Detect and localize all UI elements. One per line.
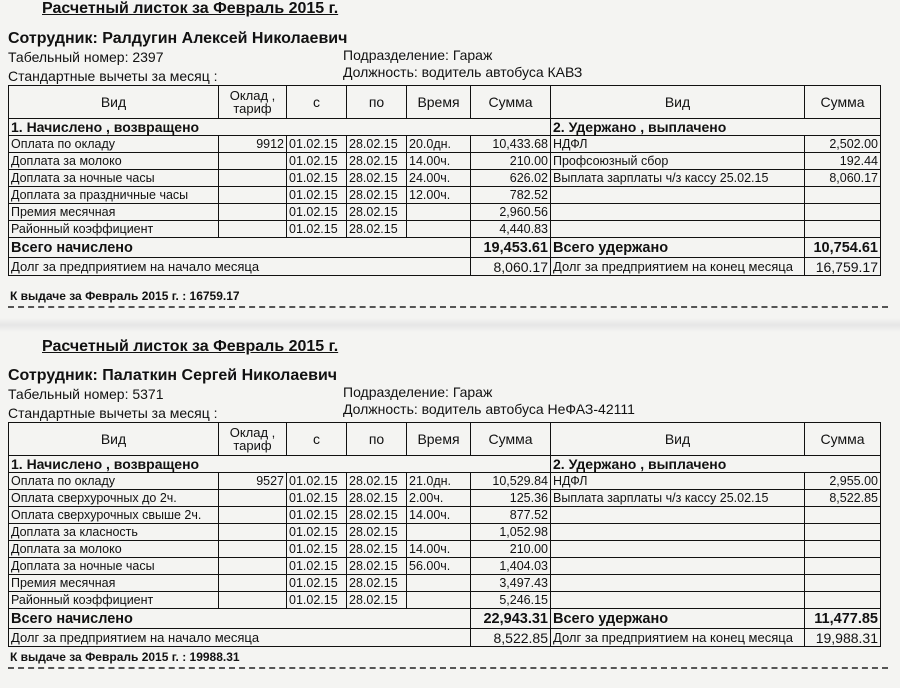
tab-number-label: Табельный номер:	[8, 49, 129, 65]
row-time: 2.00ч.	[407, 490, 471, 507]
standard-deductions-label: Стандартные вычеты за месяц :	[8, 405, 218, 421]
row-date-from: 01.02.15	[287, 490, 347, 507]
row-time: 14.00ч.	[407, 153, 471, 170]
section-deducted: 2. Удержано , выплачено	[551, 119, 881, 136]
department-value: Гараж	[452, 47, 493, 63]
col-header-oklad-line1: Оклад ,	[229, 425, 276, 440]
section-accrued: 1. Начислено , возвращено	[9, 119, 551, 136]
row-vid-right	[551, 575, 805, 592]
row-date-from: 01.02.15	[287, 592, 347, 609]
row-vid-right	[551, 221, 805, 238]
department-value: Гараж	[452, 384, 493, 400]
row-summa: 210.00	[471, 153, 551, 170]
row-summa-right: 8,060.17	[805, 170, 881, 187]
row-oklad	[219, 558, 287, 575]
position-line	[343, 64, 582, 80]
section-accrued: 1. Начислено , возвращено	[9, 456, 551, 473]
table-header-row	[9, 423, 881, 456]
row-summa: 3,497.43	[471, 575, 551, 592]
row-date-from: 01.02.15	[287, 558, 347, 575]
row-summa-right	[805, 204, 881, 221]
col-header-oklad-line1: Оклад ,	[229, 88, 276, 103]
total-deducted-value: 10,754.61	[805, 238, 881, 258]
department-line	[343, 384, 492, 400]
payslip-title-text: Расчетный листок за Февраль 2015 г.	[42, 338, 339, 355]
total-accrued-value: 19,453.61	[471, 238, 551, 258]
col-header-summa: Сумма	[471, 86, 551, 119]
row-date-from: 01.02.15	[287, 136, 347, 153]
table-header-row	[9, 86, 881, 119]
row-summa-right	[805, 221, 881, 238]
total-deducted-label: Всего удержано	[551, 609, 805, 629]
table-row	[9, 153, 881, 170]
row-date-from: 01.02.15	[287, 541, 347, 558]
row-vid: Оплата по окладу	[9, 136, 219, 153]
employee-name: Сотрудник: Ралдугин Алексей Николаевич	[8, 30, 348, 47]
col-header-vid-right: Вид	[551, 86, 805, 119]
col-header-summa-right: Сумма	[805, 423, 881, 456]
row-summa: 1,052.98	[471, 524, 551, 541]
row-vid: Доплата за молоко	[9, 541, 219, 558]
row-time: 12.00ч.	[407, 187, 471, 204]
row-summa: 626.02	[471, 170, 551, 187]
row-summa: 210.00	[471, 541, 551, 558]
row-vid: Доплата за праздничные часы	[9, 187, 219, 204]
row-time	[407, 221, 471, 238]
row-vid: Оплата сверхурочных свыше 2ч.	[9, 507, 219, 524]
row-vid-right	[551, 187, 805, 204]
tab-number-value: 2397	[132, 49, 164, 65]
row-time	[407, 204, 471, 221]
row-date-from: 01.02.15	[287, 204, 347, 221]
row-vid-right: НДФЛ	[551, 473, 805, 490]
row-date-to: 28.02.15	[347, 541, 407, 558]
row-time: 14.00ч.	[407, 507, 471, 524]
row-summa-right	[805, 524, 881, 541]
row-vid-right	[551, 541, 805, 558]
total-accrued-label: Всего начислено	[9, 609, 471, 629]
row-oklad	[219, 187, 287, 204]
section-row	[9, 119, 881, 136]
total-accrued-value: 22,943.31	[471, 609, 551, 629]
tab-number-line	[8, 386, 164, 402]
debt-end-label: Долг за предприятием на конец месяца	[551, 629, 805, 647]
row-date-from: 01.02.15	[287, 170, 347, 187]
cut-line	[8, 306, 888, 308]
col-header-vremya: Время	[407, 86, 471, 119]
position-label: Должность:	[343, 64, 418, 80]
row-vid-right: Выплата зарплаты ч/з кассу 25.02.15	[551, 490, 805, 507]
table-row	[9, 541, 881, 558]
row-summa-right	[805, 187, 881, 204]
position-value: водитель автобуса КАВЗ	[421, 64, 583, 80]
employee-name: Сотрудник: Палаткин Сергей Николаевич	[8, 367, 338, 384]
row-summa-right	[805, 507, 881, 524]
row-vid-right	[551, 558, 805, 575]
debt-end-value: 16,759.17	[805, 258, 881, 276]
row-date-from: 01.02.15	[287, 153, 347, 170]
row-oklad	[219, 170, 287, 187]
row-vid: Районный коэффициент	[9, 221, 219, 238]
row-date-from: 01.02.15	[287, 187, 347, 204]
row-vid-right: НДФЛ	[551, 136, 805, 153]
row-date-from: 01.02.15	[287, 575, 347, 592]
debt-row	[9, 629, 881, 647]
debt-end-label: Долг за предприятием на конец месяца	[551, 258, 805, 276]
table-row	[9, 204, 881, 221]
row-date-to: 28.02.15	[347, 170, 407, 187]
row-oklad	[219, 541, 287, 558]
table-row	[9, 187, 881, 204]
col-header-vid: Вид	[9, 86, 219, 119]
col-header-vremya: Время	[407, 423, 471, 456]
row-vid-right	[551, 507, 805, 524]
col-header-oklad	[219, 423, 287, 456]
row-oklad	[219, 507, 287, 524]
row-time: 56.00ч.	[407, 558, 471, 575]
row-summa: 4,440.83	[471, 221, 551, 238]
row-summa-right	[805, 592, 881, 609]
row-date-to: 28.02.15	[347, 221, 407, 238]
row-vid: Оплата сверхурочных до 2ч.	[9, 490, 219, 507]
row-oklad	[219, 221, 287, 238]
col-header-oklad-line2: тариф	[233, 438, 272, 453]
row-date-to: 28.02.15	[347, 187, 407, 204]
col-header-po: по	[347, 86, 407, 119]
row-date-to: 28.02.15	[347, 575, 407, 592]
row-vid-right	[551, 592, 805, 609]
row-oklad: 9912	[219, 136, 287, 153]
row-oklad	[219, 204, 287, 221]
row-vid: Премия месячная	[9, 204, 219, 221]
row-summa: 125.36	[471, 490, 551, 507]
debt-row	[9, 258, 881, 276]
row-oklad	[219, 575, 287, 592]
cut-line	[8, 667, 888, 669]
payslip-table	[8, 85, 881, 276]
row-summa: 2,960.56	[471, 204, 551, 221]
department-line	[343, 47, 492, 63]
payslip-title-text: Расчетный листок за Февраль 2015 г.	[42, 0, 339, 17]
total-deducted-label: Всего удержано	[551, 238, 805, 258]
debt-start-value: 8,522.85	[471, 629, 551, 647]
col-header-s: с	[287, 423, 347, 456]
row-summa: 782.52	[471, 187, 551, 204]
row-summa: 1,404.03	[471, 558, 551, 575]
row-oklad	[219, 592, 287, 609]
row-summa: 10,529.84	[471, 473, 551, 490]
payslip-title	[42, 0, 338, 18]
totals-row	[9, 609, 881, 629]
col-header-summa: Сумма	[471, 423, 551, 456]
payslip-table	[8, 422, 881, 647]
row-time: 20.0дн.	[407, 136, 471, 153]
row-date-to: 28.02.15	[347, 592, 407, 609]
row-vid-right	[551, 204, 805, 221]
row-summa-right	[805, 541, 881, 558]
position-label: Должность:	[343, 401, 418, 417]
row-date-to: 28.02.15	[347, 558, 407, 575]
debt-start-label: Долг за предприятием на начало месяца	[9, 629, 471, 647]
row-summa: 877.52	[471, 507, 551, 524]
row-date-to: 28.02.15	[347, 153, 407, 170]
col-header-s: с	[287, 86, 347, 119]
row-time	[407, 575, 471, 592]
row-date-to: 28.02.15	[347, 490, 407, 507]
row-summa-right	[805, 558, 881, 575]
table-row	[9, 592, 881, 609]
section-row	[9, 456, 881, 473]
total-deducted-value: 11,477.85	[805, 609, 881, 629]
row-vid: Премия месячная	[9, 575, 219, 592]
payout-line: К выдаче за Февраль 2015 г. : 16759.17	[10, 289, 240, 303]
row-vid: Доплата за ночные часы	[9, 558, 219, 575]
page-fold	[0, 318, 900, 332]
table-row	[9, 558, 881, 575]
row-time: 21.0дн.	[407, 473, 471, 490]
row-date-to: 28.02.15	[347, 524, 407, 541]
row-date-to: 28.02.15	[347, 204, 407, 221]
row-oklad: 9527	[219, 473, 287, 490]
row-oklad	[219, 153, 287, 170]
row-summa: 10,433.68	[471, 136, 551, 153]
totals-row	[9, 238, 881, 258]
total-accrued-label: Всего начислено	[9, 238, 471, 258]
col-header-po: по	[347, 423, 407, 456]
col-header-oklad-line2: тариф	[233, 101, 272, 116]
tab-number-line	[8, 49, 164, 65]
table-row	[9, 524, 881, 541]
department-label: Подразделение:	[343, 384, 449, 400]
row-date-from: 01.02.15	[287, 473, 347, 490]
debt-start-value: 8,060.17	[471, 258, 551, 276]
row-vid: Районный коэффициент	[9, 592, 219, 609]
row-vid: Доплата за молоко	[9, 153, 219, 170]
row-oklad	[219, 490, 287, 507]
table-row	[9, 490, 881, 507]
row-vid-right: Профсоюзный сбор	[551, 153, 805, 170]
table-row	[9, 507, 881, 524]
department-label: Подразделение:	[343, 47, 449, 63]
position-value: водитель автобуса НеФАЗ-42111	[421, 401, 635, 417]
payout-line: К выдаче за Февраль 2015 г. : 19988.31	[10, 650, 240, 664]
tab-number-label: Табельный номер:	[8, 386, 129, 402]
row-summa-right: 192.44	[805, 153, 881, 170]
row-summa-right: 8,522.85	[805, 490, 881, 507]
section-deducted: 2. Удержано , выплачено	[551, 456, 881, 473]
standard-deductions-label: Стандартные вычеты за месяц :	[8, 68, 218, 84]
row-vid-right: Выплата зарплаты ч/з кассу 25.02.15	[551, 170, 805, 187]
row-date-from: 01.02.15	[287, 221, 347, 238]
row-summa-right: 2,955.00	[805, 473, 881, 490]
table-row	[9, 575, 881, 592]
table-row	[9, 170, 881, 187]
row-date-to: 28.02.15	[347, 473, 407, 490]
row-time: 24.00ч.	[407, 170, 471, 187]
table-row	[9, 221, 881, 238]
col-header-oklad	[219, 86, 287, 119]
payslip-title	[42, 338, 338, 356]
row-vid: Доплата за ночные часы	[9, 170, 219, 187]
row-vid: Оплата по окладу	[9, 473, 219, 490]
row-vid: Доплата за класность	[9, 524, 219, 541]
row-summa: 5,246.15	[471, 592, 551, 609]
row-vid-right	[551, 524, 805, 541]
row-summa-right	[805, 575, 881, 592]
row-date-from: 01.02.15	[287, 524, 347, 541]
row-oklad	[219, 524, 287, 541]
debt-start-label: Долг за предприятием на начало месяца	[9, 258, 471, 276]
col-header-summa-right: Сумма	[805, 86, 881, 119]
table-row	[9, 473, 881, 490]
table-row	[9, 136, 881, 153]
tab-number-value: 5371	[132, 386, 164, 402]
row-time	[407, 592, 471, 609]
col-header-vid-right: Вид	[551, 423, 805, 456]
row-date-from: 01.02.15	[287, 507, 347, 524]
row-date-to: 28.02.15	[347, 136, 407, 153]
row-summa-right: 2,502.00	[805, 136, 881, 153]
row-time: 14.00ч.	[407, 541, 471, 558]
row-date-to: 28.02.15	[347, 507, 407, 524]
debt-end-value: 19,988.31	[805, 629, 881, 647]
position-line	[343, 401, 635, 417]
row-time	[407, 524, 471, 541]
col-header-vid: Вид	[9, 423, 219, 456]
